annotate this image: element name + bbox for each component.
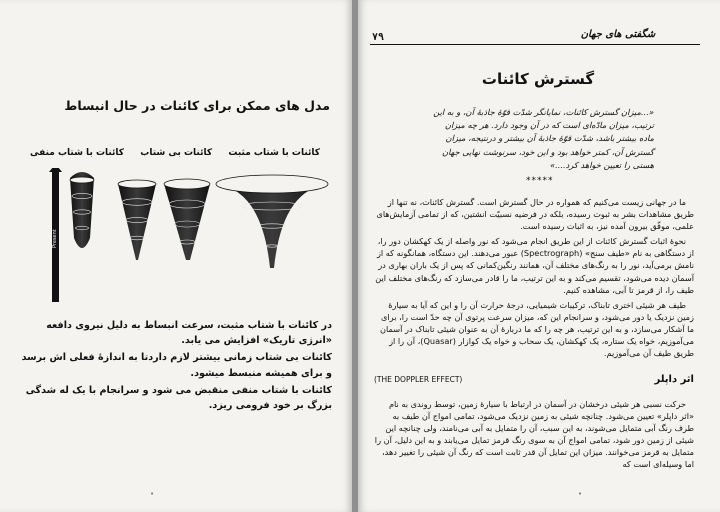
body-paragraph: ما در جهانی زیست می‌کنیم که همواره در حال گسترش است. گسترش کائنات، نه تنها از طریق مشاهدات بشر به ثبوت رسیده، بلکه در فرضیه نسبیّت انشتین، که از تمامی آزمایش‌های علمی، موفّق بیرون آمده نیز، به اثبات رسیده است. bbox=[376, 197, 694, 232]
paragraph-negative: کائنات با شتاب منفی منقبض می شود و سرانجام با یک له شدگی بزرگ بر خود فرومی ریزد. bbox=[25, 384, 332, 412]
model-negative-acceleration bbox=[70, 172, 94, 248]
body-paragraph: طیف هر شیئی اختری تابناک، ترکیبات شیمیایی، درجهٔ حرارت آن را و این که آیا به سیارهٔ زمین نزدیک یا دور می‌شود، و سرانجام این که، میزان سرعت پرتوی آن چه حدّ است را، برای ما آشکار می‌سازد، و به این ترتیب، هر چه را که ما دربارهٔ آن به عنوان شیئی تابناک در آسمان می‌آموزیم، خواه یک ستاره، یک کهکشان، یک سحاب و خواه یک کوازار (Quasar)، آن را از طریق طیف آن می‌آموزیم. bbox=[380, 299, 694, 359]
paragraph-no-acceleration: کائنات بی شتاب زمانی بیشتر لازم داردتا به اندازهٔ فعلی اش برسد و برای همیشه منبسط میشود. bbox=[21, 352, 332, 379]
body-paragraph: نحوهٔ اثبات گسترش کائنات از این طریق انجام می‌شود که نور واصله از یک کهکشان دور را، از دستگاهی به نام «طیف سنج» (Spectrograph) عبور می‌دهند. این دستگاه، همانگونه که از نامش برمی‌آید، نور را به رنگ‌های مختلف آن، همانند رنگین‌کمانی که پس از یک باران بهاری در آسمان دیده می‌شود، تقسیم می‌کند و به این ترتیب، ما را قادر می‌سازد که رنگ‌های مختلف این طیف را، از قرمز تا آبی، مشاهده کنیم. bbox=[375, 236, 694, 295]
page-mark: • bbox=[150, 490, 155, 498]
model-no-acceleration bbox=[118, 180, 156, 260]
paragraph-positive: در کائنات با شتاب مثبت، سرعت انبساط به دلیل نیروی دافعه «انرژی تاریک» افزایش می یابد. bbox=[46, 320, 332, 347]
body-text bbox=[374, 196, 694, 362]
section-title: اثر داپلر bbox=[654, 374, 694, 385]
label-no-acceleration: کائنات بی شتاب bbox=[140, 148, 213, 158]
section-title-english: (THE DOPPLER EFFECT) bbox=[374, 375, 463, 384]
label-negative-acceleration: کائنات با شتاب منفی bbox=[30, 148, 125, 158]
separator-stars: ***** bbox=[526, 176, 554, 186]
epigraph-quote: «...میزان گسترش کائنات، نمایانگر شدّت قوّهٔ جاذبهٔ آن، و به این ترتیب، میزان مادّه‌ای است که در آن وجود دارد. هر چه میزان ماده بیشتر باشد، شدّت قوّهٔ جاذبهٔ آن بیشتر و درنتیجه، میزان گسترش آن، کمتر خواهد بود و این خود، سرنوشت نهایی جهان هستی را تعیین خواهد کرد....» bbox=[433, 107, 654, 170]
section-heading bbox=[374, 374, 694, 385]
left-page-text bbox=[20, 318, 332, 415]
chapter-title: گسترش کائنات bbox=[481, 70, 595, 88]
page-number: ۷۹ bbox=[372, 32, 385, 43]
model-labels bbox=[30, 148, 320, 158]
universe-models-figure bbox=[30, 168, 330, 308]
section-paragraph: حرکت نسبی هر شیئی درخشان در آسمان در ارتباط با سیارهٔ زمین، توسط روندی به نام «اثر داپلر» تعیین می‌شود. چنانچه شیئی به زمین نزدیک می‌شود، تمامی امواج آن طیف به طرف رنگ آبی متمایل می‌شوند، به این سبب، آن را متمایل به آبی می‌نامند، ولی چنانچه این شیئی از زمین دور شود، تمامی امواج آن به سوی رنگ قرمز تمایل می‌یابند و به این دلیل، آن را متمایل به قرمز می‌خوانند. میزان این تمایل آن قدر ثابت است که رنگ آن شیئی را تغییر دهد، اما وسیله‌ای است که bbox=[374, 399, 694, 470]
section-text bbox=[374, 398, 694, 471]
time-arrow bbox=[49, 168, 62, 302]
left-page bbox=[0, 0, 352, 512]
running-head: شگفتی های جهان bbox=[580, 29, 656, 40]
present-label: Present bbox=[52, 229, 58, 248]
page-mark: • bbox=[578, 490, 583, 498]
header-rule bbox=[370, 44, 700, 45]
model-steady-expansion bbox=[164, 179, 210, 260]
model-positive-acceleration bbox=[216, 175, 328, 268]
label-positive-acceleration: کائنات با شتاب مثبت bbox=[228, 148, 320, 158]
right-page bbox=[358, 0, 720, 512]
left-page-title: مدل های ممکن برای کائنات در حال انبساط bbox=[64, 98, 330, 113]
